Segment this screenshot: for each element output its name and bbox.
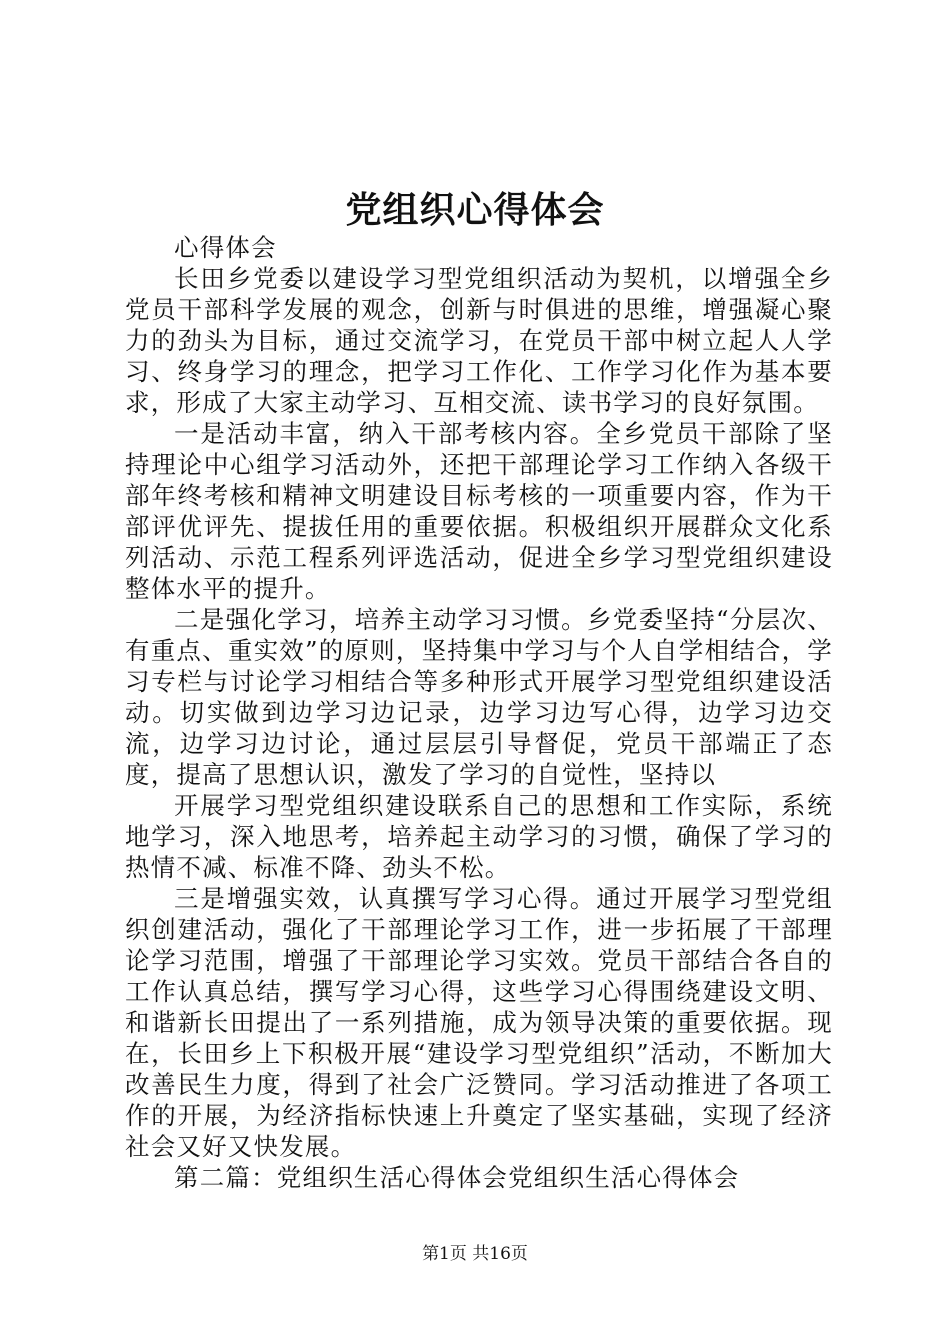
paragraph-continuation: 开展学习型党组织建设联系自己的思想和工作实际，系统地学习，深入地思考，培养起主动学习的习惯，确保了学习的热情不减、标准不降、劲头不松。 bbox=[125, 791, 833, 882]
paragraph-point-one: 一是活动丰富，纳入干部考核内容。全乡党员干部除了坚持理论中心组学习活动外，还把干部理论学习工作纳入各级干部年终考核和精神文明建设目标考核的一项重要内容，作为干部评优评先、提拔任用的重要依据。积极组织开展群众文化系列活动、示范工程系列评选活动，促进全乡学习型党组织建设整体水平的提升。 bbox=[125, 419, 833, 603]
page-number: 第1页 共16页 bbox=[422, 1244, 528, 1264]
document-title: 党组织心得体会 bbox=[345, 189, 605, 231]
paragraph-second-article: 第二篇：党组织生活心得体会党组织生活心得体会 bbox=[174, 1163, 740, 1192]
document-body bbox=[125, 232, 833, 1193]
paragraph-heading: 心得体会 bbox=[174, 233, 277, 262]
paragraph-point-three: 三是增强实效，认真撰写学习心得。通过开展学习型党组织创建活动，强化了干部理论学习工作，进一步拓展了干部理论学习范围，增强了干部理论学习实效。党员干部结合各自的工作认真总结，撰写学习心得，这些学习心得围绕建设文明、和谐新长田提出了一系列措施，成为领导决策的重要依据。现在，长田乡上下积极开展“建设学习型党组织”活动，不断加大改善民生力度，得到了社会广泛赞同。学习活动推进了各项工作的开展，为经济指标快速上升奠定了坚实基础，实现了经济社会又好又快发展。 bbox=[125, 884, 833, 1161]
paragraph-intro: 长田乡党委以建设学习型党组织活动为契机，以增强全乡党员干部科学发展的观念，创新与时俱进的思维，增强凝心聚力的劲头为目标，通过交流学习，在党员干部中树立起人人学习、终身学习的理念，把学习工作化、工作学习化作为基本要求，形成了大家主动学习、互相交流、读书学习的良好氛围。 bbox=[125, 264, 833, 417]
paragraph-point-two: 二是强化学习，培养主动学习习惯。乡党委坚持“分层次、有重点、重实效”的原则，坚持集中学习与个人自学相结合，学习专栏与讨论学习相结合等多种形式开展学习型党组织建设活动。切实做到边学习边记录，边学习边写心得，边学习边交流，边学习边讨论，通过层层引导督促，党员干部端正了态度，提高了思想认识，激发了学习的自觉性，坚持以 bbox=[125, 605, 833, 789]
